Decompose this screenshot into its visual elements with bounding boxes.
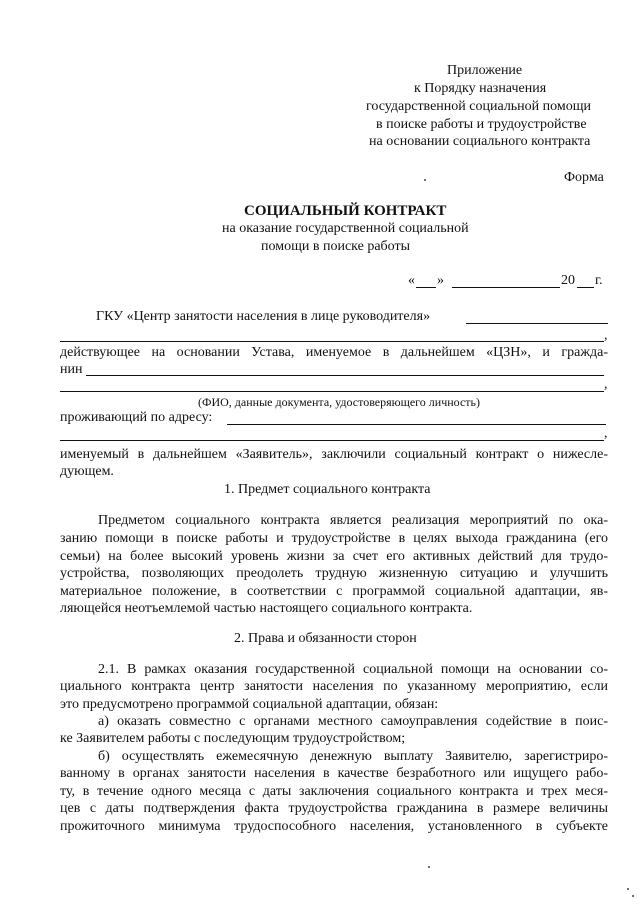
scan-speck (428, 866, 430, 868)
document-subtitle-1: на оказание государственной социальной (222, 221, 469, 236)
address-field-2[interactable] (60, 440, 604, 441)
document-subtitle-2: помощи в поиске работы (261, 239, 411, 254)
citizen-name-field-2[interactable] (60, 391, 604, 392)
section-1-line-5: материальное положение, в соответствии с программой социальной адаптации, яв- (60, 584, 608, 599)
citizen-field-caption: (ФИО, данные документа, удостоверяющего личность) (198, 395, 480, 409)
form-label: Форма (564, 170, 604, 185)
date-day-field[interactable] (416, 287, 436, 288)
section-2-line-b2: ке Заявителем работы с последующим трудоустройством; (60, 731, 406, 746)
appendix-line-4: в поиске работы и трудоустройстве (376, 117, 587, 132)
document-title: СОЦИАЛЬНЫЙ КОНТРАКТ (244, 203, 447, 219)
citizen-name-field-1[interactable] (86, 375, 604, 376)
date-year-suffix: г. (595, 273, 603, 288)
preamble-line-3: действующее на основании Устава, именуемое в дальнейшем «ЦЗН», и гражда- (60, 345, 608, 360)
manager-name-field-1[interactable] (466, 323, 608, 324)
section-2-line-c5: прожиточного минимума трудоспособного населения, установленного в субъекте (60, 819, 608, 834)
address-field-1[interactable] (227, 424, 606, 425)
section-1-line-4: устройства, позволяющих преодолеть трудную жизненную ситуацию и улучшить (60, 566, 608, 581)
section-1-line-6: ляющейся неотъемлемой частью настоящего социального контракта. (60, 601, 473, 616)
manager-name-field-2[interactable] (60, 341, 604, 342)
scan-speck (627, 888, 629, 890)
date-year-prefix: 20 (561, 273, 575, 288)
section-2-line-c3: ту, в течение одного месяца с даты заключения социального контракта и трех меся- (60, 784, 608, 799)
section-2-line-c1: б) осуществлять ежемесячную денежную выплату Заявителю, зарегистриро- (98, 749, 608, 764)
appendix-line-3: государственной социальной помощи (366, 99, 592, 114)
date-year-field[interactable] (577, 287, 594, 288)
preamble-line-4: нин (60, 362, 83, 377)
preamble-line-6: проживающий по адресу: (60, 410, 213, 425)
appendix-line-1: Приложение (447, 63, 523, 78)
section-2-line-c2: ванному в органах занятости населения в качестве безработного или ищущего рабо- (60, 766, 608, 781)
preamble-line-8: именуемый в дальнейшем «Заявитель», заключили социальный контракт о нижесле- (60, 447, 608, 462)
preamble-line-1: ГКУ «Центр занятости населения в лице руководителя» (96, 309, 431, 324)
date-month-field[interactable] (452, 287, 560, 288)
section-1-line-3: семьи) на более высокий уровень жизни за счет его активных действий для трудо- (60, 549, 608, 564)
appendix-line-2: к Порядку назначения (414, 81, 547, 96)
date-open-quote: « (408, 273, 415, 288)
comma: , (604, 426, 608, 441)
appendix-line-5: на основании социального контракта (369, 134, 591, 149)
comma: , (604, 328, 608, 343)
scan-speck (424, 179, 426, 181)
date-close-quote: » (437, 273, 444, 288)
section-1-line-2: занию помощи в поиске работы и трудоустройстве в целях выхода гражданина (его (60, 531, 608, 546)
comma: , (604, 377, 608, 392)
section-1-heading: 1. Предмет социального контракта (224, 482, 431, 497)
section-1-line-1: Предметом социального контракта является реализация мероприятий по ока- (98, 513, 608, 528)
section-2-line-a1: 2.1. В рамках оказания государственной социальной помощи на основании со- (98, 662, 608, 677)
preamble-line-9: дующем. (60, 464, 114, 479)
scan-speck (632, 895, 634, 897)
section-2-line-c4: цев с даты подтверждения факта трудоустройства гражданина в размере величины (60, 801, 608, 816)
section-2-line-a3: это предусмотрено программой социальной адаптации, обязан: (60, 697, 439, 712)
section-2-heading: 2. Права и обязанности сторон (234, 631, 417, 646)
section-2-line-b1: а) оказать совместно с органами местного самоуправления содействие в поис- (98, 714, 608, 729)
section-2-line-a2: циального контракта центр занятости населения по указанному мероприятию, если (60, 679, 608, 694)
